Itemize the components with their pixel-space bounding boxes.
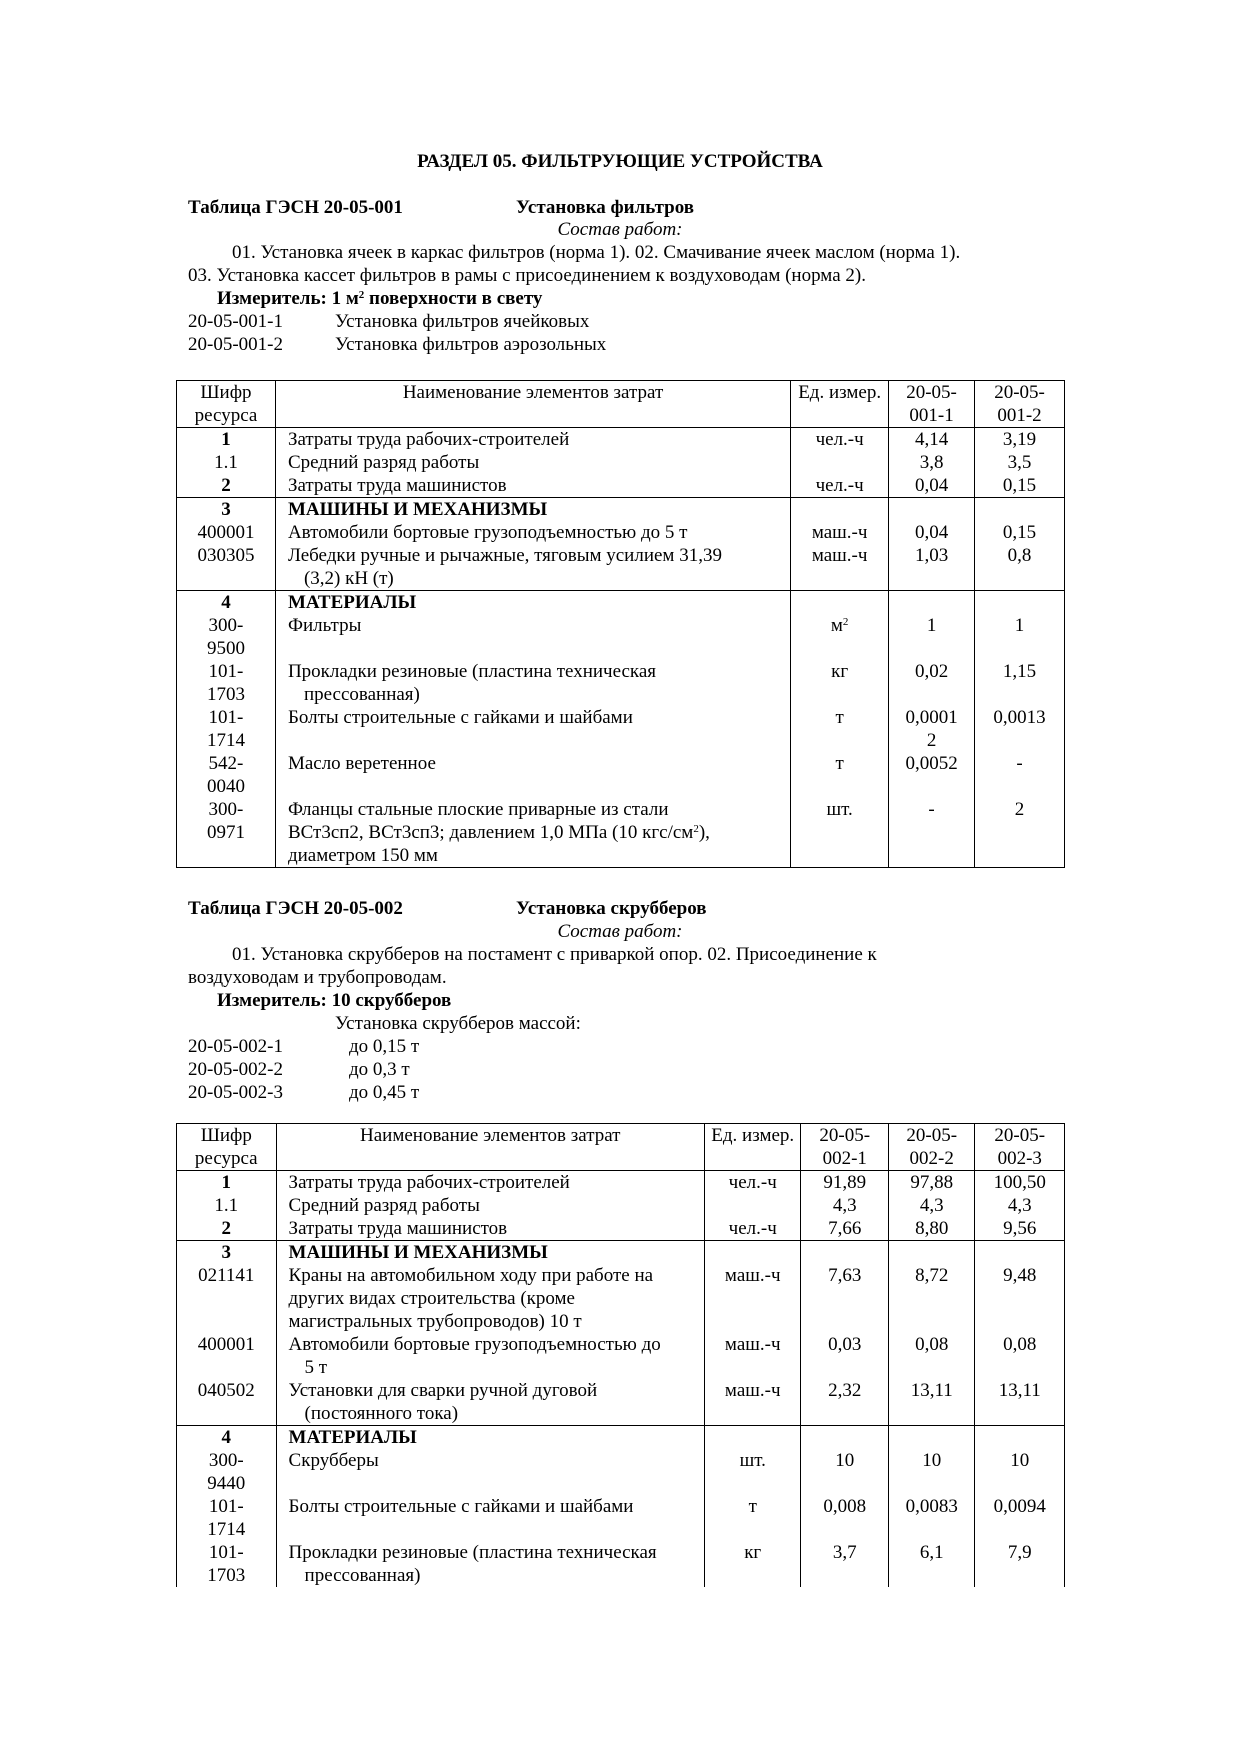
header-unit: Ед. измер. bbox=[791, 381, 889, 428]
table-row: 040502 Установки для сварки ручной дуговой (постоянного тока) маш.-ч 2,32 13,11 13,11 bbox=[177, 1379, 1065, 1426]
table-1-composition-line-1: 01. Установка ячеек в каркас фильтров (норма 1). 02. Смачивание ячеек маслом (норма 1). bbox=[232, 242, 961, 263]
table-row: 101- 1703 Прокладки резиновые (пластина техническая прессованная) кг 3,7 6,1 7,9 bbox=[177, 1541, 1065, 1587]
table-row: 3 МАШИНЫ И МЕХАНИЗМЫ bbox=[177, 1241, 1065, 1265]
table-row: 101- 1703 Прокладки резиновые (пластина техническая прессованная) кг 0,02 1,15 bbox=[177, 660, 1065, 706]
table-2-composition-line-1: 01. Установка скрубберов на постамент с приваркой опор. 02. Присоединение к bbox=[232, 944, 877, 965]
table-2-code-2: 20-05-002-2 bbox=[188, 1059, 283, 1080]
table-1-title: Установка фильтров bbox=[516, 197, 695, 218]
table-header-row bbox=[177, 381, 1065, 428]
table-1-code-2-name: Установка фильтров аэрозольных bbox=[335, 334, 607, 355]
header-col-3: 20-05-002-3 bbox=[975, 1124, 1065, 1171]
table-1-code-1: 20-05-001-1 bbox=[188, 311, 283, 332]
table-row: 101- 1714 Болты строительные с гайками и шайбами т 0,0001 2 0,0013 bbox=[177, 706, 1065, 752]
table-1-code-2: 20-05-001-2 bbox=[188, 334, 283, 355]
table-row: 030305 Лебедки ручные и рычажные, тяговым усилием 31,39 (3,2) кН (т) маш.-ч 1,03 0,8 bbox=[177, 544, 1065, 591]
table-2-composition-title: Состав работ: bbox=[557, 921, 683, 942]
table-1-composition-line-2: 03. Установка кассет фильтров в рамы с присоединением к воздуховодам (норма 2). bbox=[188, 265, 866, 286]
table-row: 1.1 Средний разряд работы 4,3 4,3 4,3 bbox=[177, 1194, 1065, 1217]
table-2-code-1-name: до 0,15 т bbox=[349, 1036, 420, 1057]
table-row: 1 Затраты труда рабочих-строителей чел.-ч 91,89 97,88 100,50 bbox=[177, 1171, 1065, 1195]
table-2-label: Таблица ГЭСН 20-05-002 bbox=[188, 898, 403, 919]
norm-table-1 bbox=[176, 380, 1065, 868]
table-row: 542- 0040 Масло веретенное т 0,0052 - bbox=[177, 752, 1065, 798]
table-2-meter: Измеритель: 10 скрубберов bbox=[217, 990, 452, 1011]
table-header-row bbox=[177, 1124, 1065, 1171]
header-unit: Ед. измер. bbox=[704, 1124, 801, 1171]
table-row: 300- 9500 Фильтры $м^2$ 1 1 bbox=[177, 614, 1065, 660]
table-row: 2 Затраты труда машинистов чел.-ч 0,04 0,15 bbox=[177, 474, 1065, 498]
header-col-1: 20-05-002-1 bbox=[801, 1124, 888, 1171]
table-row: 300- 9440 Скрубберы шт. 10 10 10 bbox=[177, 1449, 1065, 1495]
table-1-composition-title: Состав работ: bbox=[557, 219, 683, 240]
table-row: 400001 Автомобили бортовые грузоподъемностью до 5 т маш.-ч 0,04 0,15 bbox=[177, 521, 1065, 544]
norm-table-2 bbox=[176, 1123, 1065, 1587]
table-row: 300- 0971 Фланцы стальные плоские приварные из стали ВСт3сп2, ВСт3сп3; давлением 1,0 МПа (10 кгс/$см^2$), диаметром 150 мм шт. - 2 bbox=[177, 798, 1065, 868]
header-name: Наименование элементов затрат bbox=[275, 381, 790, 428]
table-2-code-3-name: до 0,45 т bbox=[349, 1082, 420, 1103]
table-row: 4 МАТЕРИАЛЫ bbox=[177, 1426, 1065, 1450]
table-row: 4 МАТЕРИАЛЫ bbox=[177, 591, 1065, 615]
table-row: 021141 Краны на автомобильном ходу при работе на других видах строительства (кроме магистральных трубопроводов) 10 т маш.-ч 7,63 8,72 9,48 bbox=[177, 1264, 1065, 1333]
table-row: 2 Затраты труда машинистов чел.-ч 7,66 8,80 9,56 bbox=[177, 1217, 1065, 1241]
header-col-1: 20-05-001-1 bbox=[889, 381, 975, 428]
table-row: 1.1 Средний разряд работы 3,8 3,5 bbox=[177, 451, 1065, 474]
table-row: 1 Затраты труда рабочих-строителей чел.-ч 4,14 3,19 bbox=[177, 428, 1065, 452]
table-1-label: Таблица ГЭСН 20-05-001 bbox=[188, 197, 403, 218]
table-row: 400001 Автомобили бортовые грузоподъемностью до 5 т маш.-ч 0,03 0,08 0,08 bbox=[177, 1333, 1065, 1379]
table-row: 3 МАШИНЫ И МЕХАНИЗМЫ bbox=[177, 498, 1065, 522]
table-2-composition-line-2: воздуховодам и трубопроводам. bbox=[188, 967, 447, 988]
table-2-code-2-name: до 0,3 т bbox=[349, 1059, 410, 1080]
table-2-code-1: 20-05-002-1 bbox=[188, 1036, 283, 1057]
table-2-title: Установка скрубберов bbox=[516, 898, 707, 919]
table-row: 101- 1714 Болты строительные с гайками и шайбами т 0,008 0,0083 0,0094 bbox=[177, 1495, 1065, 1541]
table-2-code-3: 20-05-002-3 bbox=[188, 1082, 283, 1103]
header-col-2: 20-05-001-2 bbox=[975, 381, 1065, 428]
header-col-2: 20-05-002-2 bbox=[888, 1124, 974, 1171]
table-1-meter: Измеритель: 1 $м^2$ поверхности в свету bbox=[217, 288, 543, 309]
table-1-code-1-name: Установка фильтров ячейковых bbox=[335, 311, 590, 332]
section-title: РАЗДЕЛ 05. ФИЛЬТРУЮЩИЕ УСТРОЙСТВА bbox=[417, 151, 823, 172]
header-cipher: Шифр ресурса bbox=[177, 1124, 277, 1171]
header-cipher: Шифр ресурса bbox=[177, 381, 276, 428]
header-name: Наименование элементов затрат bbox=[276, 1124, 704, 1171]
table-2-codes-title: Установка скрубберов массой: bbox=[335, 1013, 581, 1034]
